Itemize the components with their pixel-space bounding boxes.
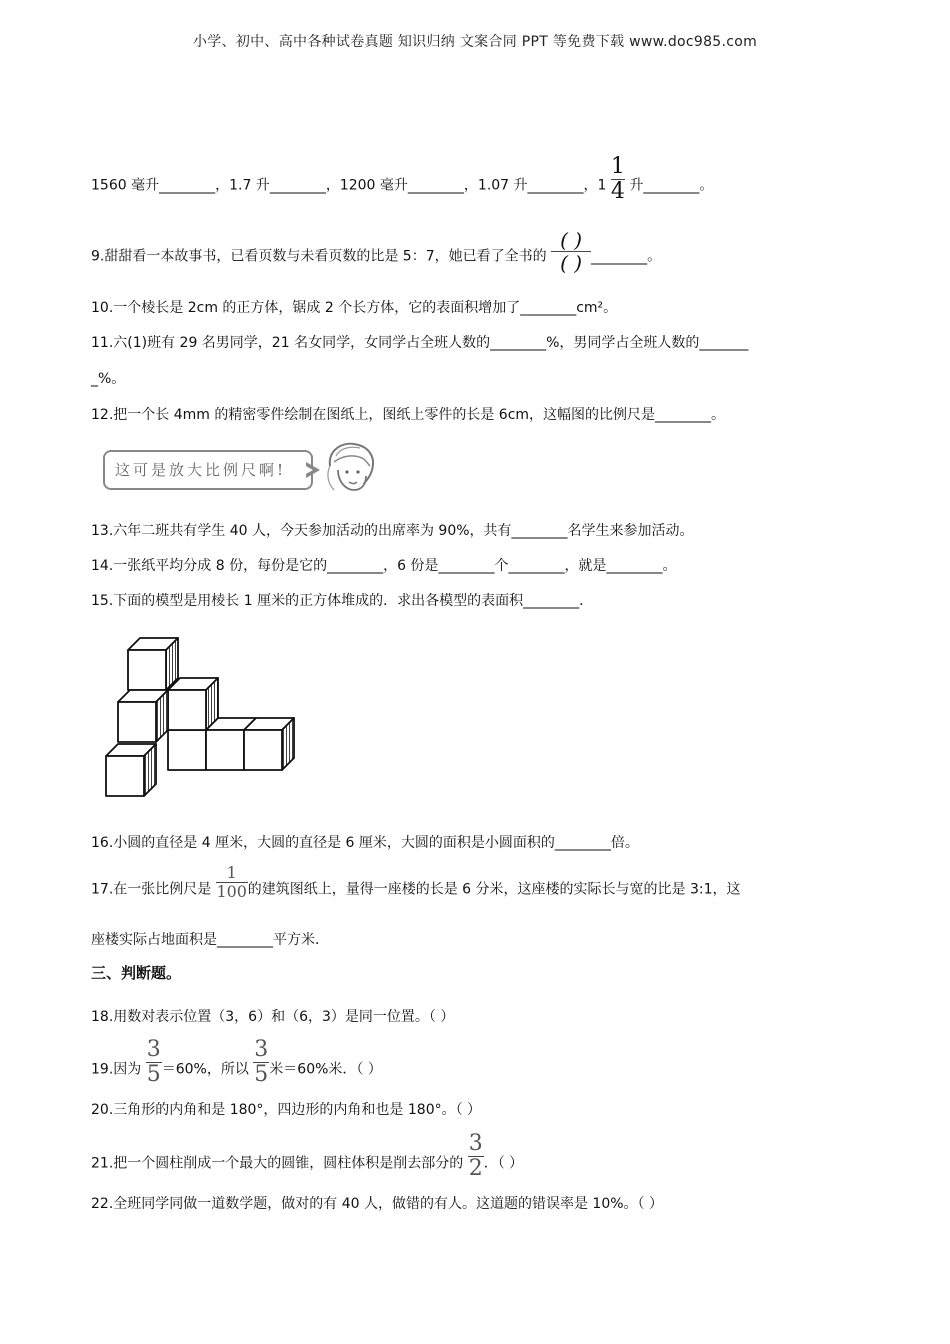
fraction-3-2: $\frac{3}{2}$: [468, 1131, 483, 1181]
fraction-3-5: $\frac{3}{5}$: [254, 1037, 269, 1087]
question-9: 9.甜甜看一本故事书，已看页数与未看页数的比是 5：7，她已看了全书的 $\frac{( )}{( )}$ ________。: [91, 228, 662, 275]
question-12: 12.把一个长 4mm 的精密零件绘制在图纸上，图纸上零件的长是 6cm，这幅图的比例尺是________。: [91, 407, 726, 423]
girl-face-icon: [322, 440, 382, 496]
question-8: 1560 毫升________，1.7 升________，1200 毫升________，1.07 升________，1 $\frac{1}{4}$ 升________。: [91, 154, 714, 204]
page-header: 小学、初中、高中各种试卷真题 知识归纳 文案合同 PPT 等免费下载 www.doc985.com: [192, 34, 758, 50]
answer-blank[interactable]: ________: [523, 593, 580, 609]
question-17-cont: 座楼实际占地面积是________平方米．: [91, 932, 329, 948]
fraction-1-100: $\frac{1}{100}$: [216, 863, 247, 901]
question-11-cont: _%。: [91, 371, 126, 387]
question-21: 21.把一个圆柱削成一个最大的圆锥，圆柱体积是削去部分的 $\frac{3}{2}$ ．（ ）: [91, 1131, 524, 1181]
blank-fraction[interactable]: $\frac{( )}{( )}$: [551, 230, 591, 273]
answer-blank[interactable]: ________: [606, 558, 663, 574]
answer-blank[interactable]: ________: [269, 177, 326, 194]
question-16: 16.小圆的直径是 4 厘米，大圆的直径是 6 厘米，大圆的面积是小圆面积的________倍。: [91, 835, 639, 851]
question-10: 10.一个棱长是 2cm 的正方体，锯成 2 个长方体，它的表面积增加了________cm²。: [91, 300, 618, 316]
answer-blank[interactable]: ________: [527, 177, 584, 194]
answer-blank[interactable]: ________: [591, 248, 648, 265]
question-22: 22.全班同学同做一道数学题，做对的有 40 人，做错的有人。这道题的错误率是 10%。（ ）: [91, 1196, 663, 1212]
question-19: 19.因为 $\frac{3}{5}$ ＝60%，所以 $\frac{3}{5}$ 米＝60%米．（ ）: [91, 1037, 382, 1087]
answer-blank[interactable]: ________: [508, 558, 565, 574]
answer-blank[interactable]: ________: [511, 523, 568, 539]
question-15: 15.下面的模型是用棱长 1 厘米的正方体堆成的．求出各模型的表面积________．: [91, 593, 594, 609]
section-title-judgment: 三、判断题。: [91, 964, 182, 982]
answer-blank[interactable]: _______: [699, 335, 749, 351]
answer-blank[interactable]: ________: [655, 407, 712, 423]
answer-blank[interactable]: ________: [327, 558, 384, 574]
answer-blank[interactable]: ________: [554, 835, 611, 851]
question-20: 20.三角形的内角和是 180°，四边形的内角和也是 180°。（ ）: [91, 1102, 482, 1118]
question-14: 14.一张纸平均分成 8 份，每份是它的________，6 份是________个________，就是________。: [91, 558, 677, 574]
speech-bubble: 这可是放大比例尺啊!: [103, 450, 313, 490]
cube-model-diagram: [100, 632, 304, 802]
question-13: 13.六年二班共有学生 40 人，今天参加活动的出席率为 90%，共有________名学生来参加活动。: [91, 523, 694, 539]
answer-blank[interactable]: ________: [520, 300, 577, 316]
answer-blank[interactable]: ________: [217, 932, 273, 948]
fraction-one-quarter: $\frac{1}{4}$: [610, 154, 625, 204]
question-18: 18.用数对表示位置（3，6）和（6，3）是同一位置。（ ）: [91, 1009, 455, 1025]
answer-blank[interactable]: ________: [407, 177, 464, 194]
answer-blank[interactable]: ________: [159, 177, 216, 194]
question-11: 11.六(1)班有 29 名男同学，21 名女同学，女同学占全班人数的________%，男同学占全班人数的_______: [91, 335, 749, 351]
answer-blank[interactable]: ________: [643, 177, 700, 194]
question-17: 17.在一张比例尺是 $\frac{1}{100}$ 的建筑图纸上，量得一座楼的长是 6 分米，这座楼的实际长与宽的比是 3:1，这: [91, 863, 741, 901]
answer-blank[interactable]: ________: [438, 558, 495, 574]
answer-blank[interactable]: ________: [490, 335, 547, 351]
fraction-3-5: $\frac{3}{5}$: [146, 1037, 161, 1087]
